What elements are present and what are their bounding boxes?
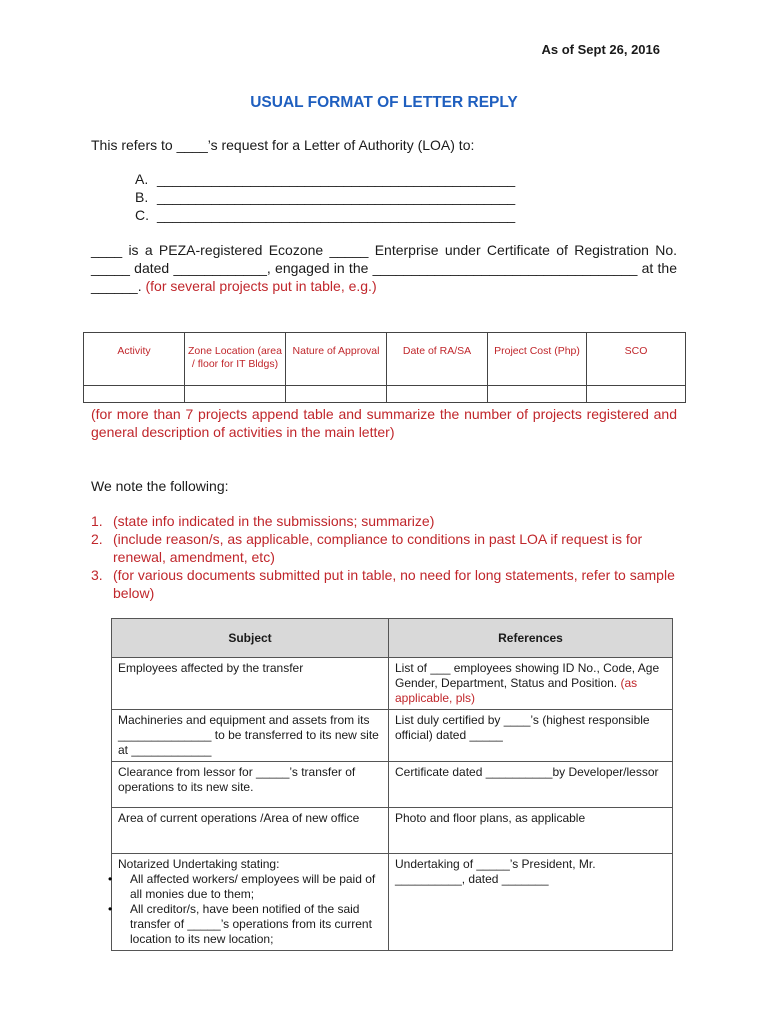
subject-cell: Clearance from lessor for _____’s transfer of operations to its new site. — [112, 762, 389, 808]
list-item: • All affected workers/ employees will be paid of all monies due to them; — [118, 872, 382, 902]
list-item: 3. (for various documents submitted put in table, no need for long statements, refer to sample below) — [91, 567, 675, 601]
document-date: As of Sept 26, 2016 — [541, 42, 660, 57]
table-row — [112, 658, 673, 710]
references-cell: Photo and floor plans, as applicable — [389, 808, 673, 854]
projects-note: (for more than 7 projects append table and summarize the number of projects registered and general description of activities in the main letter) — [91, 406, 677, 440]
document-title: USUAL FORMAT OF LETTER REPLY — [250, 94, 518, 111]
paragraph-note: (for several projects put in table, e.g.) — [145, 278, 377, 294]
references-cell: Certificate dated __________by Developer/lessor — [389, 762, 673, 808]
list-item: • All creditor/s, have been notified of the said transfer of _____’s operations from its current location to its new location; — [118, 902, 382, 947]
subject-cell: Employees affected by the transfer — [112, 658, 389, 710]
references-cell: List duly certified by ____’s (highest responsible official) dated _____ — [389, 710, 673, 762]
loa-item: A. ______________________________________________ — [135, 171, 516, 187]
header-cell: References — [389, 619, 673, 658]
projects-table-header — [84, 333, 686, 386]
header-cell: Zone Location (area / floor for IT Bldgs) — [185, 333, 286, 386]
list-item: 1. (state info indicated in the submissions; summarize) — [91, 513, 435, 529]
header-cell: Activity — [84, 333, 185, 386]
table-row — [112, 710, 673, 762]
header-cell: Subject — [112, 619, 389, 658]
intro-text: This refers to ____’s request for a Letter of Authority (LOA) to: — [91, 137, 475, 153]
header-cell: Date of RA/SA — [387, 333, 488, 386]
documents-table-header — [112, 619, 673, 658]
header-cell: Project Cost (Php) — [488, 333, 587, 386]
subject-cell: Notarized Undertaking stating: • All affected workers/ employees will be paid of all monies due to them; • All creditor/s, have been notified of the said transfer of _____’s operations from its current location to its new location; — [112, 854, 389, 951]
subject-cell: Area of current operations /Area of new office — [112, 808, 389, 854]
projects-table — [83, 332, 686, 403]
table-row — [84, 386, 686, 403]
notes-heading: We note the following: — [91, 478, 229, 494]
header-cell: SCO — [587, 333, 686, 386]
subject-cell: Machineries and equipment and assets from its ______________ to be transferred to its new site at ____________ — [112, 710, 389, 762]
table-row — [112, 854, 673, 951]
enterprise-paragraph: ____ is a PEZA-registered Ecozone _____ Enterprise under Certificate of Registration No. _____ dated ____________, engaged in the __________________________________ at the ______. (for several projects put in table, e.g.) — [91, 242, 677, 294]
header-cell: Nature of Approval — [286, 333, 387, 386]
references-cell: Undertaking of _____’s President, Mr. __________, dated _______ — [389, 854, 673, 951]
list-item: 2. (include reason/s, as applicable, compliance to conditions in past LOA if request is for renewal, amendment, etc) — [91, 531, 643, 565]
notes-list — [91, 512, 681, 602]
loa-item: C. ______________________________________________ — [135, 207, 516, 223]
table-row — [112, 808, 673, 854]
documents-table — [111, 618, 673, 951]
references-cell: List of ___ employees showing ID No., Code, Age Gender, Department, Status and Position. (as applicable, pls) — [389, 658, 673, 710]
loa-item: B. ______________________________________________ — [135, 189, 516, 205]
table-row — [112, 762, 673, 808]
loa-items — [135, 170, 515, 224]
